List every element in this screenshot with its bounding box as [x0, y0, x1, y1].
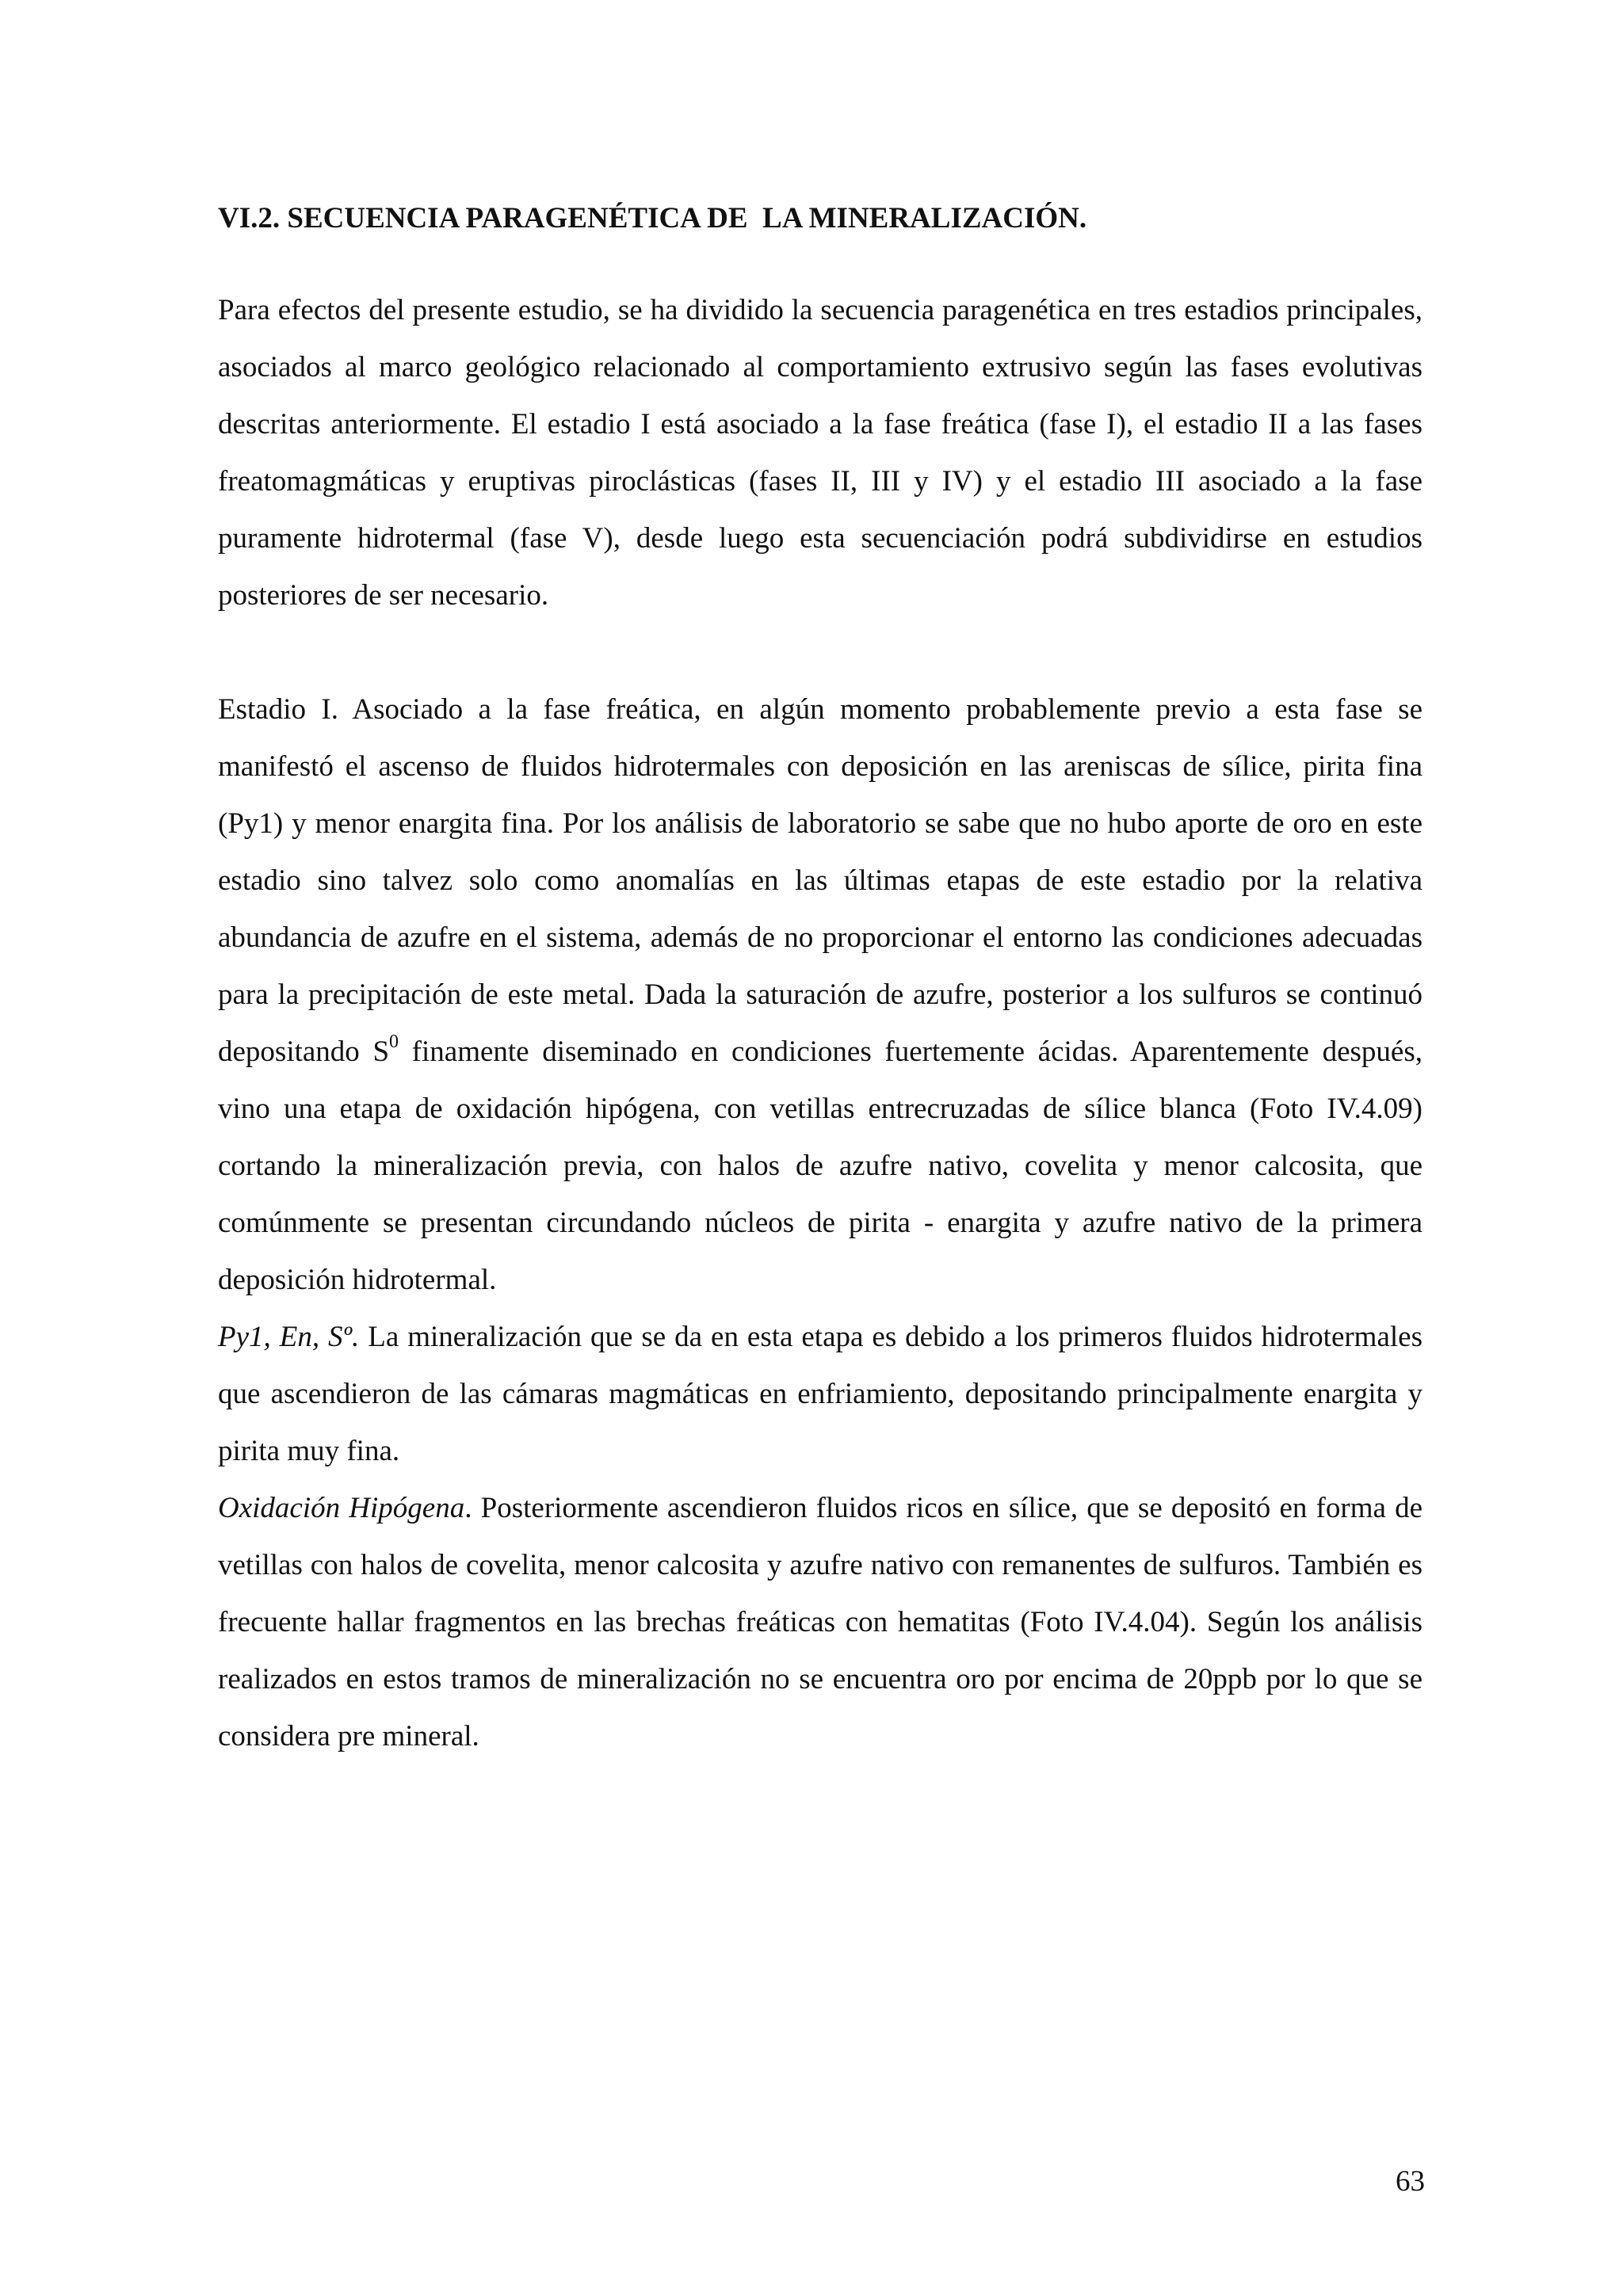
mineral-stage-label: Py1, En, Sº.: [218, 1321, 360, 1353]
mineral-stage-text: La mineralización que se da en esta etapa es debido a los primeros fluidos hidrotermales que ascendieron de las cámaras magmáticas en enfriamiento, depositando principalmente enargita y pirita muy fina.: [218, 1321, 1423, 1467]
stage-1-text-after: finamente diseminado en condiciones fuertemente ácidas. Aparentemente después, vino una etapa de oxidación hipógena, con vetillas entrecruzadas de sílice blanca (Foto IV.4.09) cortando la mineralización previa, con halos de azufre nativo, covelita y menor calcosita, que comúnmente se presentan circundando núcleos de pirita - enargita y azufre nativo de la primera deposición hidrotermal.: [218, 1035, 1423, 1296]
mineral-stage-paragraph: [218, 1309, 1423, 1480]
stage-1-text-before: Estadio I. Asociado a la fase freática, en algún momento probablemente previo a esta fase se manifestó el ascenso de fluidos hidrotermales con deposición en las areniscas de sílice, pirita fina (Py1) y menor enargita fina. Por los análisis de laboratorio se sabe que no hubo aporte de oro en este estadio sino talvez solo como anomalías en las últimas etapas de este estadio por la relativa abundancia de azufre en el sistema, además de no proporcionar el entorno las condiciones adecuadas para la precipitación de este metal. Dada la saturación de azufre, posterior a los sulfuros se continuó depositando S: [218, 693, 1423, 1068]
hypogene-oxidation-paragraph: [218, 1480, 1423, 1765]
intro-paragraph: Para efectos del presente estudio, se ha dividido la secuencia paragenética en tres estadios principales, asociados al marco geológico relacionado al comportamiento extrusivo según las fases evolutivas descritas anteriormente. El estadio I está asociado a la fase freática (fase I), el estadio II a las fases freatomagmáticas y eruptivas piroclásticas (fases II, III y IV) y el estadio III asociado a la fase puramente hidrotermal (fase V), desde luego esta secuenciación podrá subdividirse en estudios posteriores de ser necesario.: [218, 294, 1423, 612]
hypogene-oxidation-text: . Posteriormente ascendieron fluidos ricos en sílice, que se depositó en forma de vetillas con halos de covelita, menor calcosita y azufre nativo con remanentes de sulfuros. También es frecuente hallar fragmentos en las brechas freáticas con hematitas (Foto IV.4.04). Según los análisis realizados en estos tramos de mineralización no se encuentra oro por encima de 20ppb por lo que se considera pre mineral.: [218, 1492, 1423, 1753]
superscript-zero: 0: [389, 1031, 399, 1052]
section-heading: VI.2. SECUENCIA PARAGENÉTICA DE LA MINERALIZACIÓN.: [218, 202, 1087, 235]
hypogene-oxidation-label: Oxidación Hipógena: [218, 1492, 465, 1524]
stage-1-paragraph: [218, 681, 1423, 1309]
paragraph-spacer: [218, 624, 1423, 681]
page-number: 63: [1396, 2165, 1425, 2198]
page-body: [218, 190, 1423, 1765]
